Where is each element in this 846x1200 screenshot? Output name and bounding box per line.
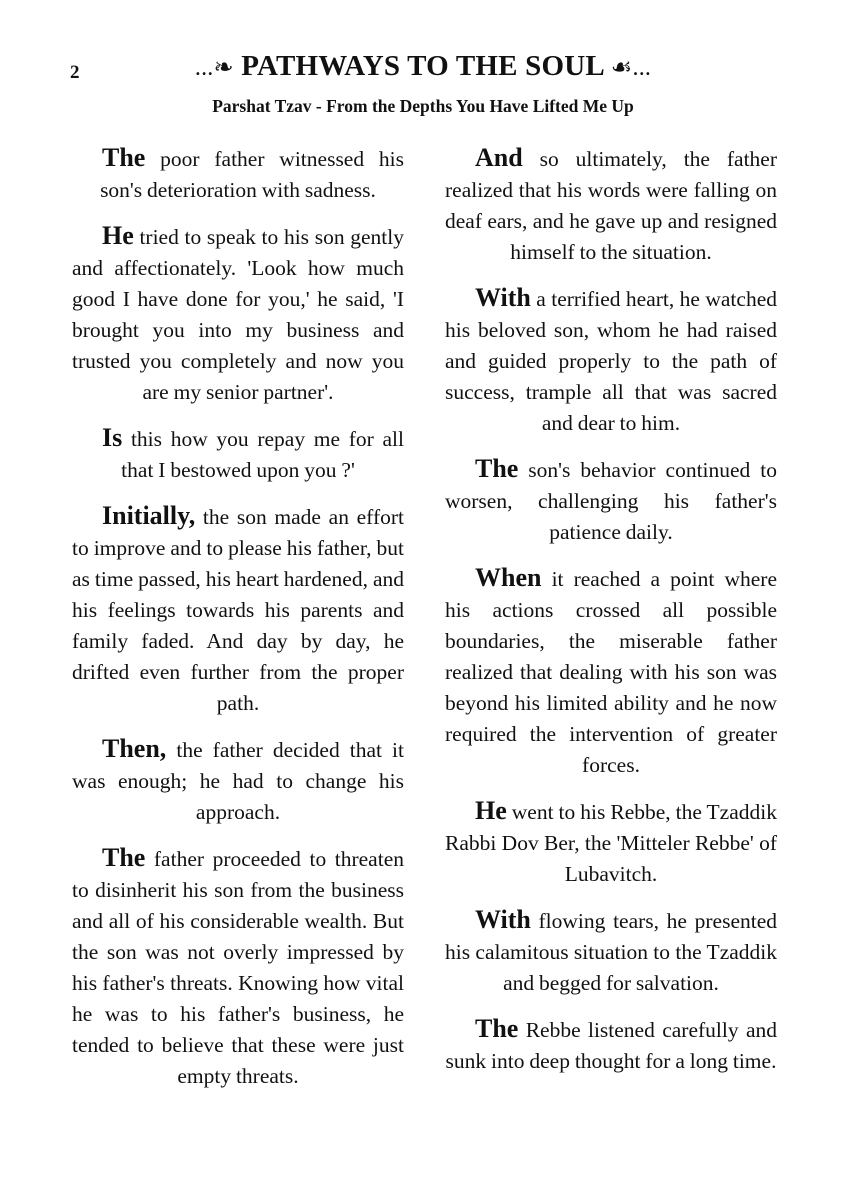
paragraph: [72, 733, 404, 828]
paragraph-lead-word: The: [475, 1014, 519, 1043]
paragraph: [72, 220, 404, 408]
paragraph-text: son's behavior continued to worsen, challenging his father's patience daily.: [445, 458, 777, 544]
right-column: [445, 142, 777, 1091]
paragraph: [445, 453, 777, 548]
paragraph-text: the father decided that it was enough; he had to change his approach.: [72, 738, 404, 824]
paragraph-lead-word: With: [475, 283, 531, 312]
paragraph-text: went to his Rebbe, the Tzaddik Rabbi Dov Ber, the 'Mitteler Rebbe' of Lubavitch.: [445, 800, 777, 886]
paragraph-text: this how you repay me for all that I bestowed upon you ?': [121, 427, 404, 482]
paragraph-text: flowing tears, he presented his calamitous situation to the Tzaddik and begged for salvation.: [445, 909, 777, 995]
paragraph: [445, 904, 777, 999]
paragraph-text: so ultimately, the father realized that his words were falling on deaf ears, and he gave up and resigned himself to the situation.: [445, 147, 777, 264]
paragraph-text: the son made an effort to improve and to please his father, but as time passed, his heart hardened, and his feelings towards his parents and family faded. And day by day, he drifted even further from the proper path.: [72, 505, 404, 715]
paragraph-text: poor father witnessed his son's deterioration with sadness.: [100, 147, 404, 202]
paragraph-lead-word: Then,: [102, 734, 167, 763]
left-column: [72, 142, 404, 1106]
paragraph-text: it reached a point where his actions crossed all possible boundaries, the miserable father realized that dealing with his son was beyond his limited ability and he now required the intervention of greater forces.: [445, 567, 777, 777]
paragraph-lead-word: He: [102, 221, 134, 250]
paragraph: [72, 500, 404, 719]
paragraph: [72, 142, 404, 206]
paragraph-lead-word: The: [102, 843, 146, 872]
paragraph-text: Rebbe listened carefully and sunk into deep thought for a long time.: [445, 1018, 777, 1073]
paragraph: [445, 795, 777, 890]
paragraph-text: a terrified heart, he watched his beloved son, whom he had raised and guided properly to the path of success, trample all that was sacred and dear to him.: [445, 287, 777, 435]
paragraph-lead-word: When: [475, 563, 542, 592]
paragraph-lead-word: Initially,: [102, 501, 196, 530]
paragraph-lead-word: With: [475, 905, 531, 934]
paragraph-text: tried to speak to his son gently and affectionately. 'Look how much good I have done for you,' he said, 'I brought you into my business and trusted you completely and now you are my senior partner'.: [72, 225, 404, 404]
paragraph-lead-word: The: [102, 143, 146, 172]
publication-title: PATHWAYS TO THE SOUL: [241, 50, 604, 82]
ornament-right-icon: ☙...: [610, 55, 652, 81]
paragraph-text: father proceeded to threaten to disinherit his son from the business and all of his considerable wealth. But the son was not overly impressed by his father's threats. Knowing how vital he was to his father's business, he tended to believe that these were just empty threats.: [72, 847, 404, 1088]
article-subtitle: Parshat Tzav - From the Depths You Have Lifted Me Up: [212, 96, 634, 116]
paragraph: [445, 562, 777, 781]
paragraph: [445, 282, 777, 439]
paragraph: [72, 422, 404, 486]
paragraph-lead-word: Is: [102, 423, 123, 452]
paragraph-lead-word: And: [475, 143, 523, 172]
ornament-left-icon: ...❧: [194, 55, 234, 81]
page-header-title: [0, 50, 846, 83]
paragraph-lead-word: The: [475, 454, 519, 483]
paragraph: [72, 842, 404, 1092]
paragraph: [445, 142, 777, 268]
paragraph-lead-word: He: [475, 796, 507, 825]
page-number: 2: [70, 62, 80, 83]
paragraph: [445, 1013, 777, 1077]
